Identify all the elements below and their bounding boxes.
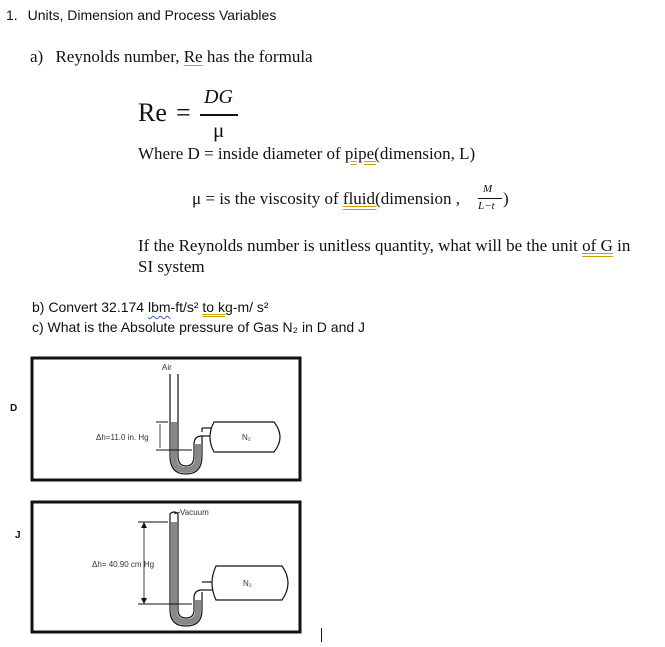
figure-d-mercury-right [195,444,201,457]
formula-fraction-bar [200,114,238,116]
formula-re-lhs: Re [138,98,167,127]
question-of-g: of G [582,236,613,255]
viscosity-frac-den: L−t [478,200,495,212]
part-b-text-1: b) Convert 32.174 [32,299,148,315]
part-b-to-kg: to kg [202,299,233,315]
figure-d-gas-label: N₂ [242,433,251,442]
figure-j-label: J [15,530,21,541]
manometer-figure-d [30,356,302,482]
where-d-text-2: dimension, L) [379,144,476,163]
where-d-text-1: Where D = inside diameter of [138,144,345,163]
text-cursor [321,628,322,642]
formula-numerator: DG [204,86,233,108]
manometer-figure-j [30,500,302,634]
figure-d-mercury-left [171,422,177,458]
part-a-intro-text-2: has the formula [202,47,313,66]
formula-equals: = [176,98,191,127]
part-a-intro [30,47,313,67]
part-a-re-word: Re [183,47,203,66]
figure-j-gas-label: N₂ [243,579,252,588]
viscosity-fluid-word: fluid( [342,189,381,208]
figure-j-top-label: Vacuum [180,508,209,517]
where-d-line [138,144,475,164]
figure-d-label: D [10,403,18,414]
viscosity-text-2: dimension , [380,189,461,208]
figure-j-mercury-left [171,522,177,612]
question-line-1 [138,236,630,256]
viscosity-text-1: μ = is the viscosity of [192,189,343,208]
part-b-lbm: lbm [147,299,171,315]
part-b-text-3: -m/ s² [232,299,269,315]
question-text-1: If the Reynolds number is unitless quantity, what will be the unit [138,236,583,255]
question-number: 1. [6,7,18,23]
part-b [32,299,269,315]
formula-denominator: μ [213,118,225,142]
question-title: Units, Dimension and Process Variables [27,7,277,23]
figure-d-top-label: Air [162,363,172,372]
question-line-2: SI system [138,257,205,276]
viscosity-frac-bar [478,198,502,199]
question-heading [6,7,276,23]
viscosity-frac-num: M [483,183,493,195]
part-a-label: a) [30,47,44,66]
figure-d-dh-label: Δh=11.0 in. Hg [96,433,149,442]
question-text-2: in [612,236,631,255]
part-c: c) What is the Absolute pressure of Gas N₂ in D and J [32,319,366,335]
viscosity-line [192,189,460,209]
figure-d-frame [32,358,300,480]
part-a-intro-text-1: Reynolds number, [55,47,184,66]
where-pipe-word: pipe( [344,144,380,163]
part-b-text-2: -ft/s² [170,299,203,315]
viscosity-close-paren: ) [503,189,509,208]
figure-j-dh-label: Δh= 40.90 cm Hg [92,560,155,569]
figure-j-mercury-right [195,600,201,611]
